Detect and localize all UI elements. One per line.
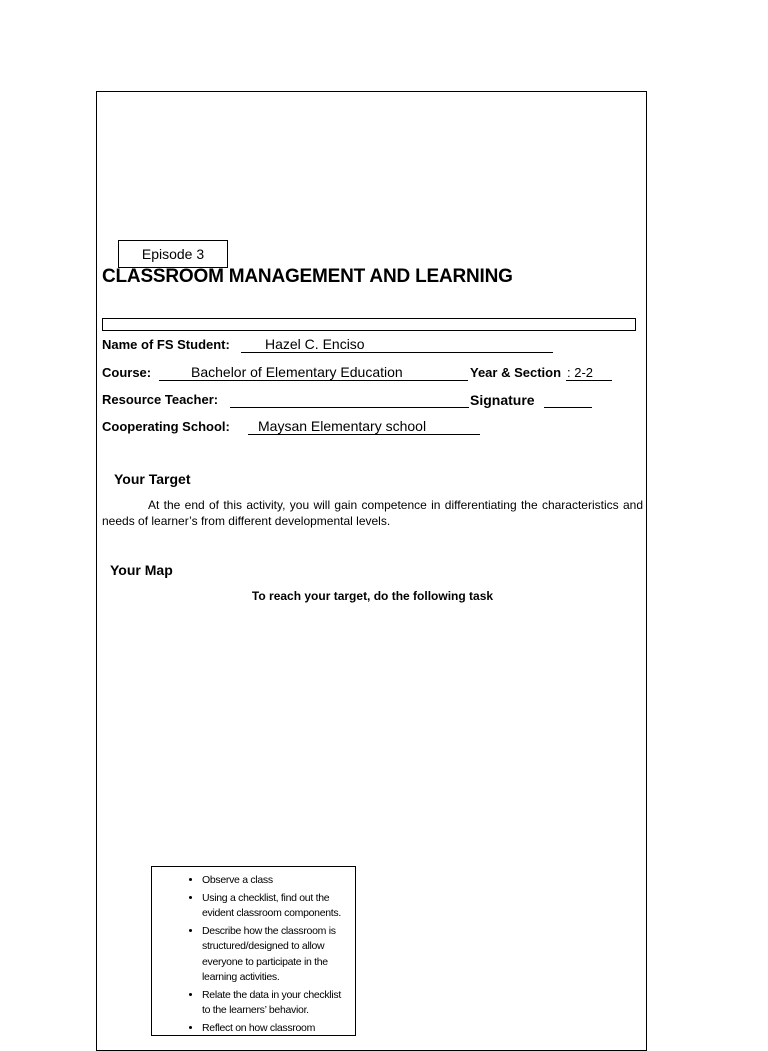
task-item: • Reflect on how classroom [202,1021,351,1037]
page-title: CLASSROOM MANAGEMENT AND LEARNING [102,266,513,287]
year-section-value: : 2-2 [567,365,594,380]
resource-teacher-field [230,392,469,408]
signature-field [544,392,592,408]
task-list [152,867,355,1036]
student-name-value: Hazel C. Enciso [265,336,365,352]
course-label: Course: [102,365,152,380]
task-item: • Relate the data in your checklist to the learners’ behavior. [202,988,351,1019]
cooperating-school-label: Cooperating School: [102,419,230,434]
episode-label: Episode 3 [118,240,228,268]
title-divider-box [102,318,636,331]
task-list-box [151,866,356,1036]
task-item: • Observe a class [202,873,351,889]
course-value: Bachelor of Elementary Education [191,364,403,380]
map-heading: Your Map [110,562,173,578]
task-item: • Using a checklist, find out the evident classroom components. [202,891,351,922]
map-instruction: To reach your target, do the following task [251,589,494,603]
signature-label: Signature [470,392,535,408]
student-name-label: Name of FS Student: [102,337,230,352]
task-item: • Describe how the classroom is structured/designed to allow everyone to participate in the learning activities. [202,924,351,986]
target-heading: Your Target [114,471,191,487]
resource-teacher-label: Resource Teacher: [102,392,219,407]
year-section-label: Year & Section [470,365,562,380]
target-paragraph: At the end of this activity, you will gain competence in differentiating the characteristics and needs of learner’s from different developmental levels. [102,498,643,528]
cooperating-school-value: Maysan Elementary school [258,418,427,434]
